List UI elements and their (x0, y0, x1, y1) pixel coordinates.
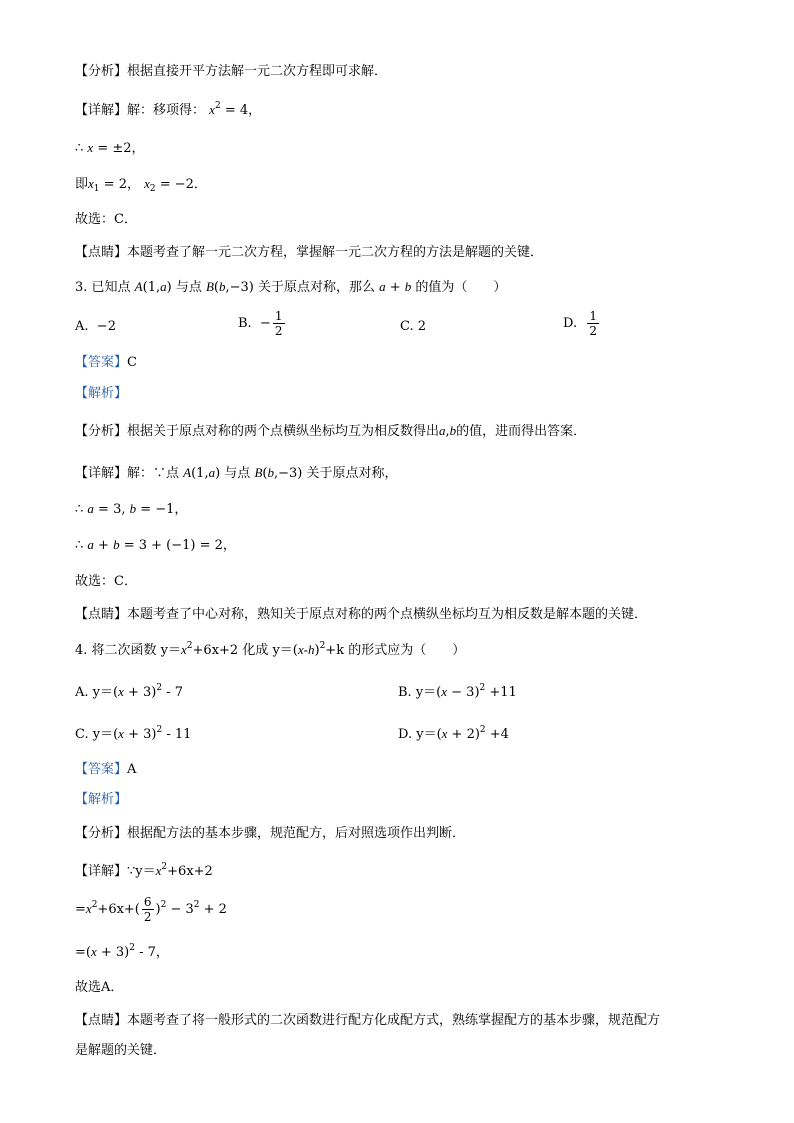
comment-tag: 【点睛】 (75, 607, 128, 622)
q4-option-a: A. $y=(x + 3)^2 - 7$ (75, 683, 184, 700)
analysis-tag: 【分析】 (75, 424, 128, 439)
analysis-tag: 【分析】 (75, 826, 128, 841)
answer-tag: 【答案】 (75, 762, 128, 777)
q2-detail (75, 100, 261, 121)
analysis-text: 根据配方法的基本步骤，规范配方，后对照选项作出判断． (127, 826, 466, 841)
q3-option-d: D. $\frac{1}{2}$ (563, 309, 597, 338)
q4-analysis (75, 824, 465, 844)
comment-text: 本题考查了中心对称，熟知关于原点对称的两个点横纵坐标均互为相反数是解本题的关键． (127, 607, 648, 622)
detail-text: 解：移项得： (127, 103, 206, 118)
q2-comment (75, 243, 543, 263)
q4-detail (75, 861, 213, 882)
q4-choose: 故选A． (75, 980, 124, 995)
analysis-text: 根据关于原点对称的两个点横纵坐标均互为相反数得出a,b的值，进而得出答案． (127, 423, 587, 439)
q4-stem: 4. 将二次函数 $y=x^2+6x+2$ 化成 $y=(x-h)^2+k$ 的形式应为（ ） (75, 641, 466, 658)
q2-step1: ∴ x = ±2， (75, 140, 145, 156)
q4-answer (75, 760, 136, 780)
detail-tag: 【详解】 (75, 466, 128, 481)
q3-option-b: B. − $\frac{1}{2}$ (238, 309, 283, 338)
q3-jiexi: 【解析】 (75, 386, 128, 401)
q3-choose: 故选：C． (75, 574, 137, 589)
q2-equation: $x^2 = 4$， (209, 101, 262, 118)
comment-tag: 【点睛】 (75, 1013, 128, 1028)
q2-step2: 即$x_1 = 2$， $x_2 = -2$． (75, 176, 207, 194)
q4-option-c: C. $y=(x + 3)^2 - 11$ (75, 725, 192, 742)
q2-choose: 故选：C． (75, 212, 137, 227)
analysis-text: 根据直接开平方法解一元二次方程即可求解． (127, 64, 388, 79)
answer-tag: 【答案】 (75, 355, 128, 370)
fraction: $\frac{1}{2}$ (274, 309, 283, 338)
q3-comment (75, 605, 647, 625)
analysis-tag: 【分析】 (75, 64, 128, 79)
q3-option-a: A. −2 (75, 319, 116, 334)
answer-value: C (127, 355, 137, 370)
q3-step2: ∴ a + b = 3 + (−1) = 2， (75, 537, 236, 553)
detail-text: 解：∵点 A(1,a) 与点 B(b,−3) 关于原点对称， (127, 465, 398, 481)
q3-analysis (75, 421, 586, 442)
q2-analysis (75, 62, 387, 82)
q4-option-d: D. $y=(x + 2)^2 +4$ (398, 725, 509, 742)
q3-step1: ∴ a = 3, b = −1， (75, 501, 188, 517)
q4-jiexi: 【解析】 (75, 792, 128, 807)
q3-stem: 3. 已知点 A(1,a) 与点 B(b,−3) 关于原点对称，那么 a + b 的值为（ ） (75, 279, 507, 295)
q3-answer (75, 353, 137, 373)
q3-detail (75, 463, 397, 484)
answer-value: A (127, 762, 137, 777)
q4-step2: $=(x + 3)^2 - 7$， (75, 943, 169, 960)
comment-tag: 【点睛】 (75, 245, 128, 260)
q3-option-c: C. 2 (400, 319, 427, 334)
detail-tag: 【详解】 (75, 103, 128, 118)
fraction: $\frac{1}{2}$ (589, 309, 597, 338)
q4-option-b: B. $y=(x - 3)^2 +11$ (398, 683, 517, 700)
comment-text: 本题考查了解一元二次方程，掌握解一元二次方程的方法是解题的关键． (127, 245, 544, 260)
comment-text: 本题考查了将一般形式的二次函数进行配方化成配方式，熟练掌握配方的基本步骤，规范配方 (127, 1013, 661, 1028)
q4-comment-cont: 是解题的关键． (75, 1043, 167, 1058)
q4-comment (75, 1011, 660, 1031)
q4-step1: $=x^2+6x+$( $\frac{6}{2}$ )$^2 - 3^2 + 2$ (75, 895, 227, 924)
detail-text: $\because y=x^2+6x+2$ (127, 862, 213, 879)
fraction: $\frac{6}{2}$ (143, 895, 152, 924)
detail-tag: 【详解】 (75, 864, 128, 879)
